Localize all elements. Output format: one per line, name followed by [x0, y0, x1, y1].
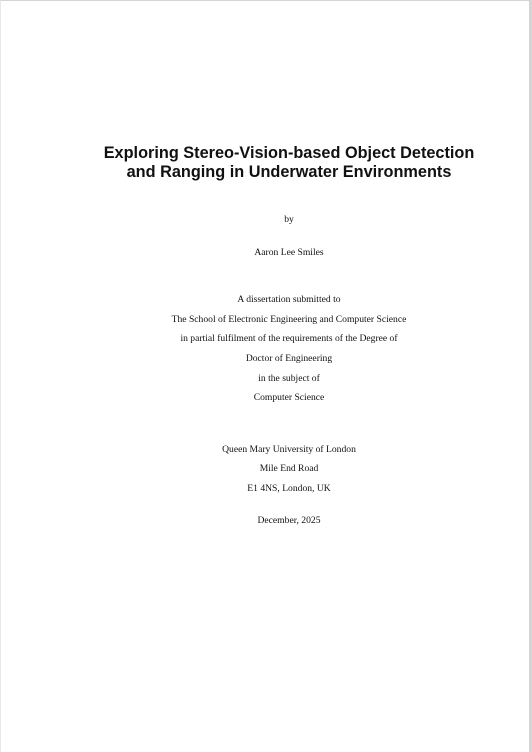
submission-line-1: A dissertation submitted to [237, 294, 341, 305]
by-label: by [284, 214, 294, 225]
submission-line-2: The School of Electronic Engineering and Computer Science [171, 314, 407, 325]
submission-line-3: in partial fulfilment of the requirements of the Degree of [180, 333, 398, 344]
submission-date: December, 2025 [257, 515, 321, 526]
university-postcode: E1 4NS, London, UK [247, 483, 331, 494]
title-line-2: and Ranging in Underwater Environments [126, 163, 452, 181]
university-name: Queen Mary University of London [222, 444, 356, 455]
title-line-1: Exploring Stereo-Vision-based Object Detection [103, 144, 475, 162]
submission-line-5: in the subject of [258, 373, 320, 384]
submission-line-4: Doctor of Engineering [245, 353, 333, 364]
author-name: Aaron Lee Smiles [254, 247, 324, 258]
university-street: Mile End Road [259, 463, 319, 474]
submission-line-6: Computer Science [253, 392, 325, 403]
dissertation-title [1, 144, 532, 182]
